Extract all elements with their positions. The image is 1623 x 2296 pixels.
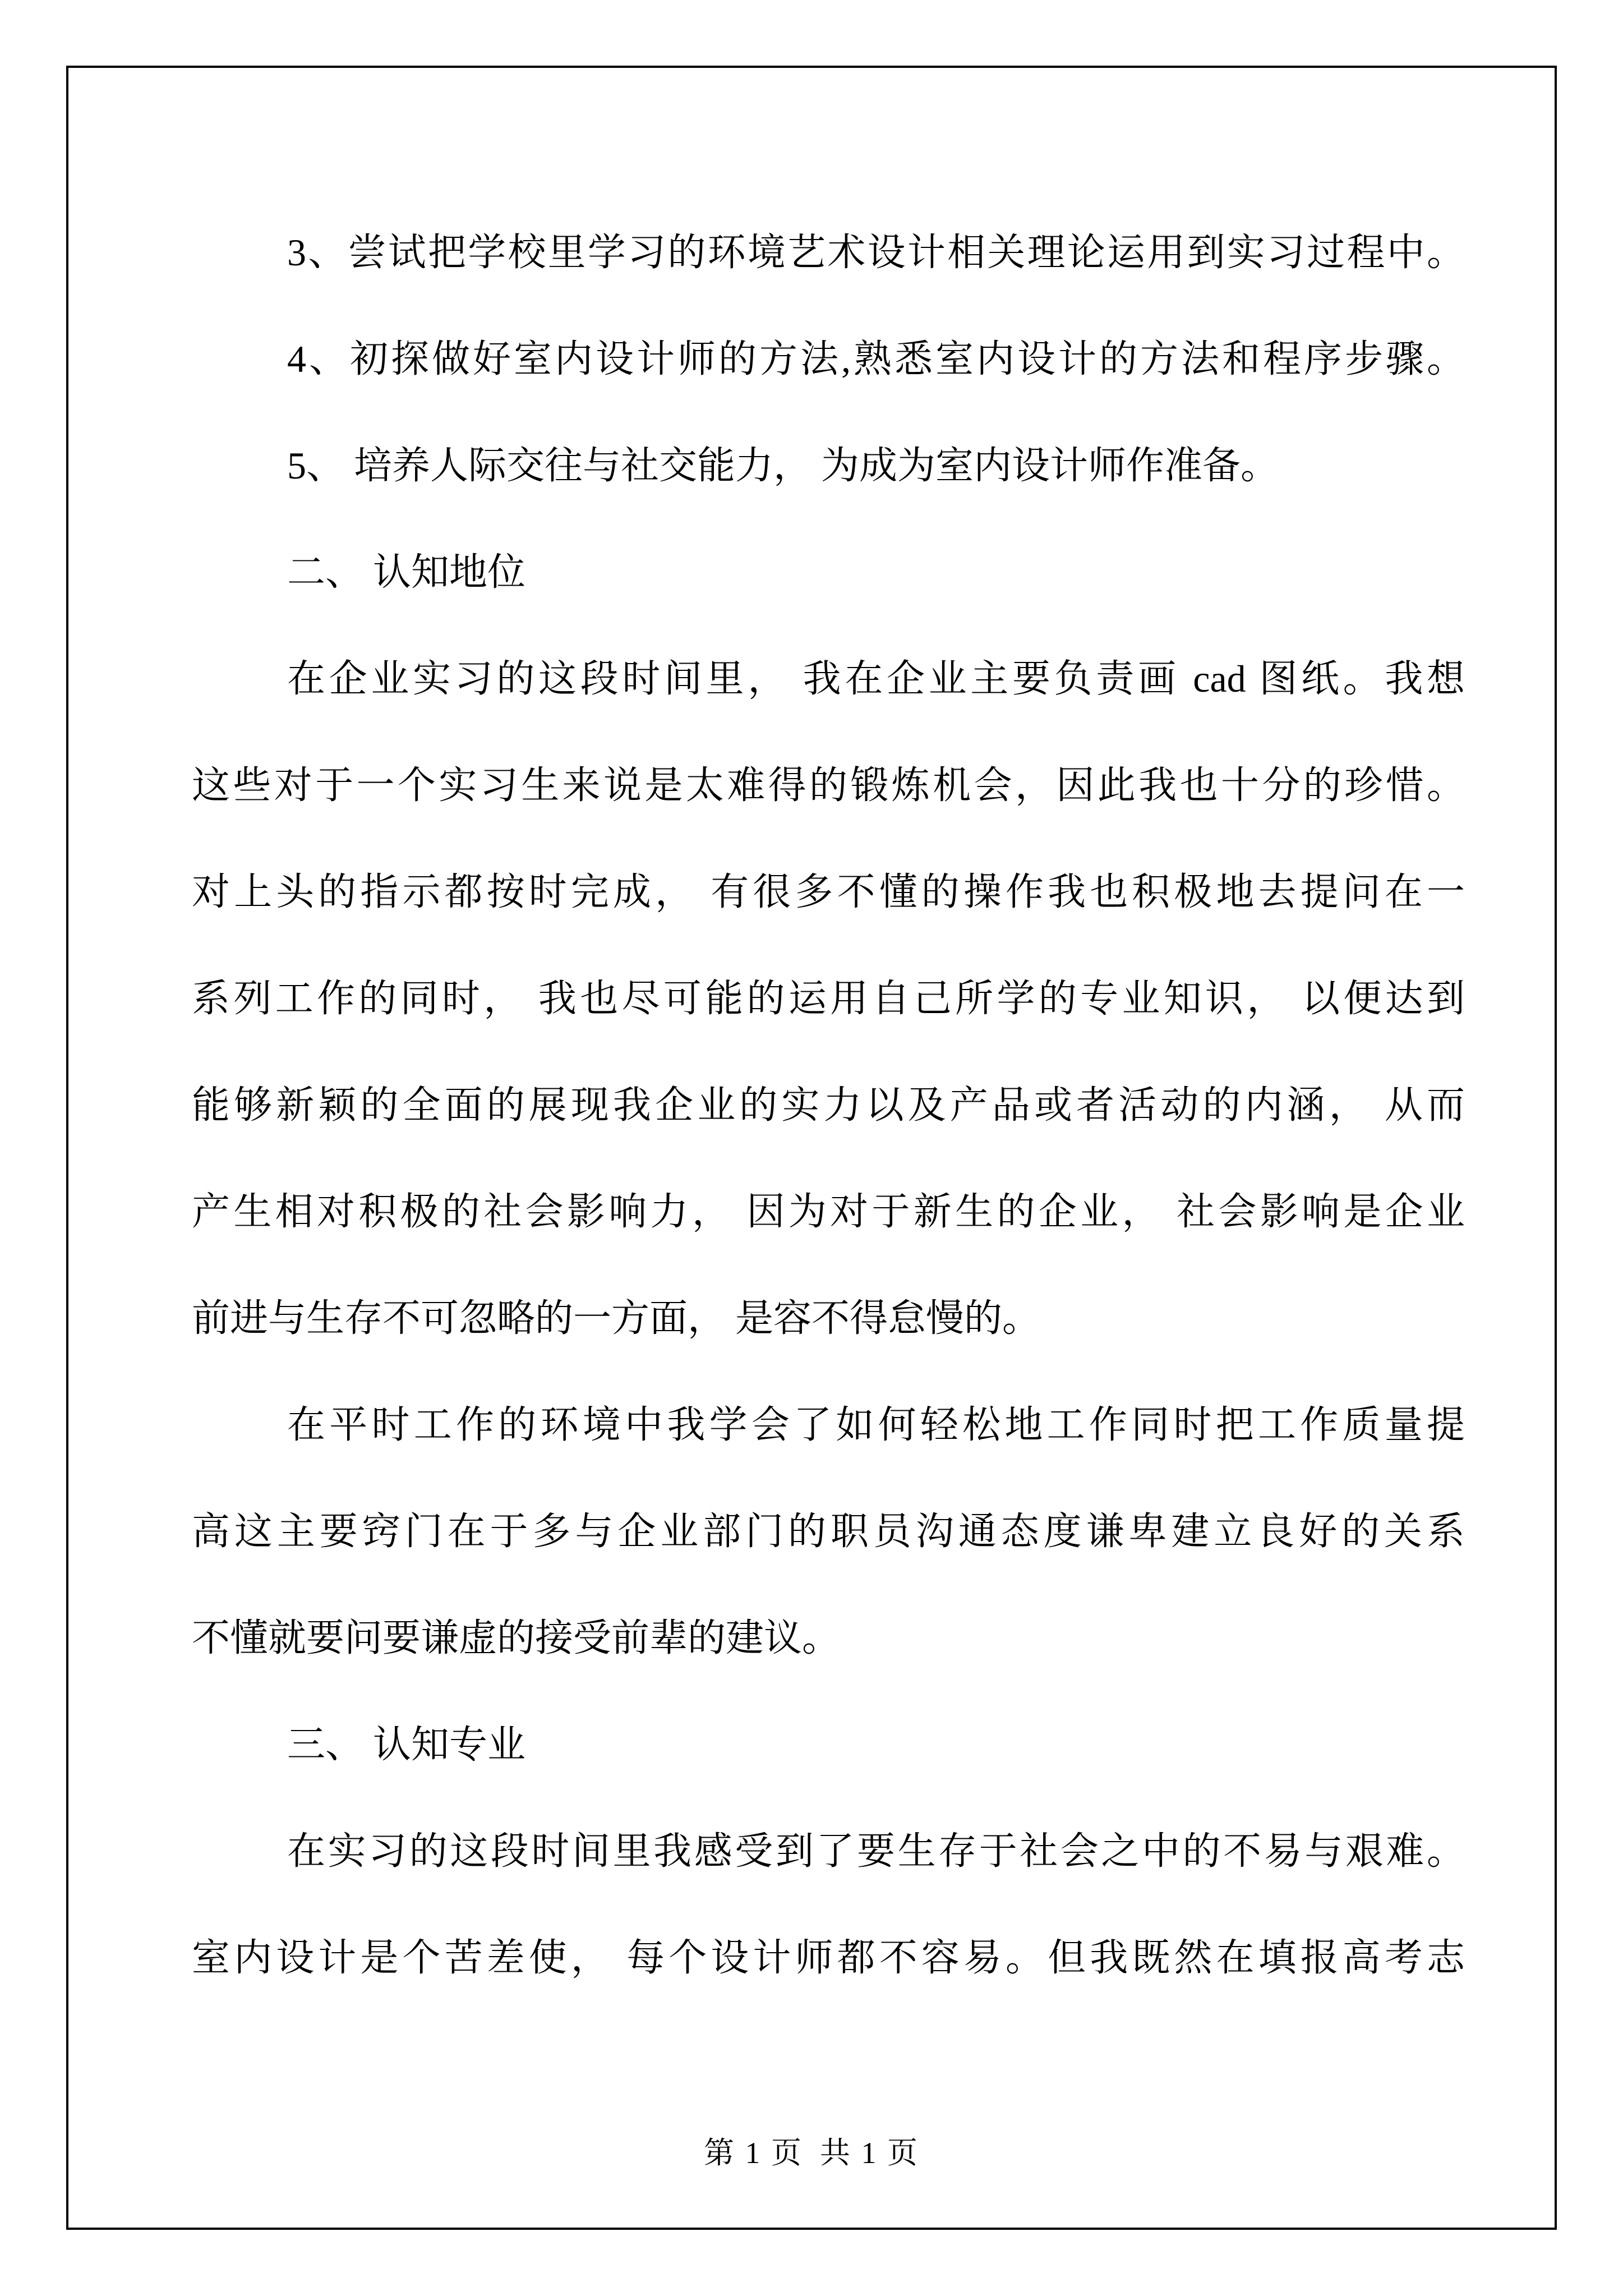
text-line: 在企业实习的这段时间里， 我在企业主要负责画 cad 图纸。我想 <box>287 657 1465 700</box>
text-line: 在平时工作的环境中我学会了如何轻松地工作同时把工作质量提 <box>287 1404 1465 1446</box>
text-line: 前进与生存不可忽略的一方面， 是容不得怠慢的。 <box>192 1297 1041 1340</box>
text-line: 系列工作的同时， 我也尽可能的运用自己所学的专业知识， 以便达到 <box>192 977 1465 1020</box>
text-line: 4、初探做好室内设计师的方法,熟悉室内设计的方法和程序步骤。 <box>287 338 1465 380</box>
text-line: 在实习的这段时间里我感受到了要生存于社会之中的不易与艰难。 <box>287 1830 1465 1872</box>
text-line: 这些对于一个实习生来说是太难得的锻炼机会，因此我也十分的珍惜。 <box>192 764 1465 807</box>
text-line: 3、尝试把学校里学习的环境艺术设计相关理论运用到实习过程中。 <box>287 231 1465 274</box>
text-line: 高这主要窍门在于多与企业部门的职员沟通态度谦卑建立良好的关系 <box>192 1510 1465 1553</box>
text-line: 室内设计是个苦差使， 每个设计师都不容易。但我既然在填报高考志 <box>192 1936 1465 1979</box>
text-line: 5、 培养人际交往与社交能力， 为成为室内设计师作准备。 <box>287 444 1279 487</box>
footer-page-number: 第 1 页 <box>704 2136 803 2170</box>
text-line: 不懂就要问要谦虚的接受前辈的建议。 <box>192 1617 841 1659</box>
footer-total-pages: 共 1 页 <box>820 2136 919 2170</box>
text-line: 二、 认知地位 <box>287 551 526 593</box>
text-line: 三、 认知专业 <box>287 1723 526 1766</box>
text-line: 能够新颖的全面的展现我企业的实力以及产品或者活动的内涵， 从而 <box>192 1084 1465 1126</box>
page-footer <box>66 2131 1557 2175</box>
text-line: 对上头的指示都按时完成， 有很多不懂的操作我也积极地去提问在一 <box>192 871 1465 913</box>
text-line: 产生相对积极的社会影响力， 因为对于新生的企业， 社会影响是企业 <box>192 1190 1465 1233</box>
document-body <box>192 199 1465 2011</box>
